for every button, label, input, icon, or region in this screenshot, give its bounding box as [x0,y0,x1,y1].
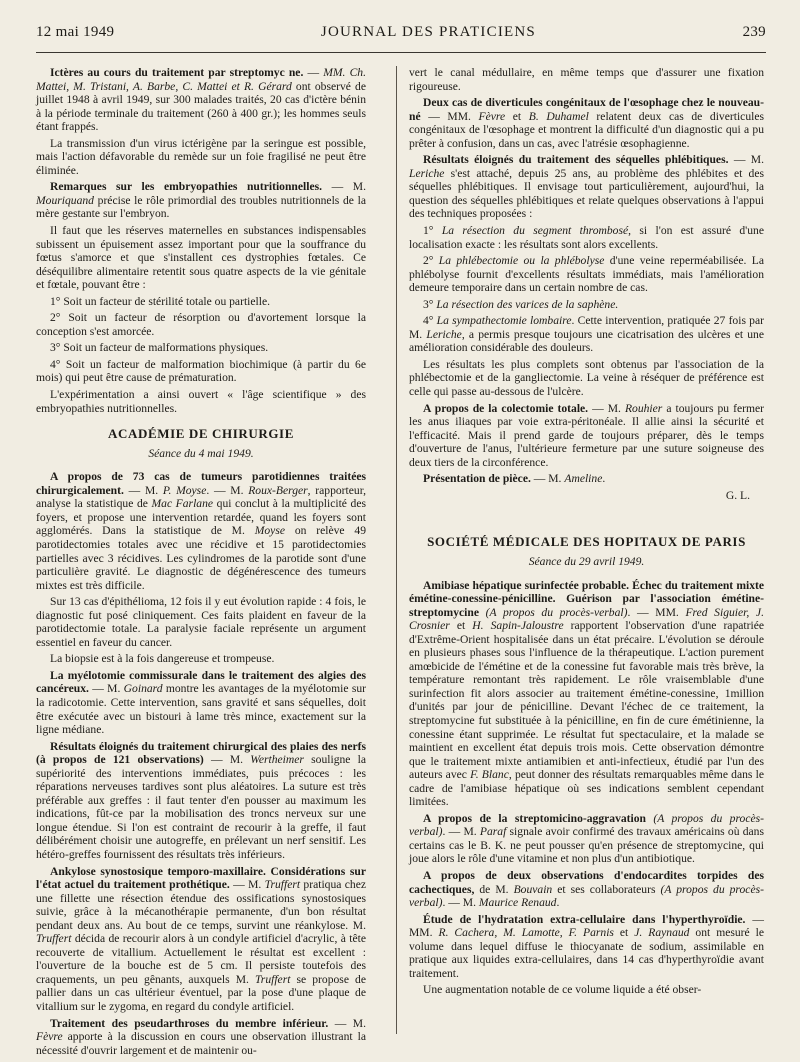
article-title: Ankylose synostosique temporo-maxillaire. Considérations sur l'état actuel du traitement prothétique. [36,864,366,892]
article-text: , rapporteur, analyse la statistique de [36,483,366,511]
author: Paraf [479,825,507,839]
dash: — [88,682,108,696]
article-title: A propos de deux observations d'endocardites torpides des cachectiques, [409,868,764,896]
header-date: 12 mai 1949 [36,24,115,40]
article-text: et ses collaborateurs [552,882,661,896]
article-icteres [36,66,366,134]
article-embryopathies [36,180,366,221]
list-item: 4° Soit un facteur de malformation biochimique (à partir du 6e mois) qui peut être cause de prématuration. [36,357,366,385]
author: Fèvre [478,109,506,123]
list-number: 2° [423,254,439,268]
page-header [36,24,766,50]
dash: — [303,66,324,79]
list-item [409,224,764,251]
article-text: , peut donner des résultats remarquables même dans le cadre de l'amibiase hépatique où ses indications semblent cependant limitées. [409,768,764,809]
dash: — [203,753,230,767]
article-colectomie [409,402,764,470]
lead: M. [144,483,163,497]
author: Leriche [409,166,445,180]
list-text: , a permis presque toujours une cicatrisation des ulcères et une amélioration considérable des douleurs. [409,327,764,355]
signature: G. L. [725,488,750,502]
dash: — M. [588,401,625,415]
lead: M. [248,878,265,892]
author: F. Blanc [470,768,509,782]
article-myelotomie [36,669,366,737]
article-text: précise le rôle primordial des troubles nutritionnels de la mère gestante sur l'embryon. [36,193,366,221]
section-heading-academie: ACADÉMIE DE CHIRURGIE [108,426,294,442]
article-title: Résultats éloignés du traitement chirurgical des plaies des nerfs (à propos de 121 observations) [36,739,366,767]
article-presentation-piece [409,472,764,486]
lead: de M. [474,882,514,896]
article-hydratation [409,913,764,981]
article-plaies-nerfs [36,740,366,862]
author: Mouriquand [36,193,94,207]
list-text: . Cette intervention, pratiquée 27 fois par M. [409,314,764,341]
article-text: pratiqua chez une fillette une résection étendue des ossifications synostosiques suivie, grâce à la mécanothérapie permanente, d'un bon résultat pendant deux ans. Au bout de ce temps, survint une réankylose. M. [36,878,366,932]
dash: — M. [530,472,565,486]
article-text: se propose de pallier dans un cas ultérieur éventuel, par la pose d'une plaque de vitallium sur le zygoma, en regard du condyle artificiel. [36,972,366,1013]
dash: — MM. [420,109,479,123]
list-item [409,254,764,295]
list-number: 1° [423,224,442,238]
article-text: a toujours pu fermer les anus iliaques par voie extra-péritonéale. Il allie ainsi la sécurité et l'efficacité. Mais il prend garde de toujours préparer, dès le temps d'ouverture de l'anus, l'ultérieure fermeture par une suture soigneuse des deux tiers de la circonférence. [409,401,765,469]
dash: . — M. [206,483,249,497]
list-emphasis: La phlébectomie ou la phlébolyse [438,254,605,268]
author: Goinard [123,682,163,696]
header-page-number: 239 [742,24,766,40]
article-title: A propos de 73 cas de tumeurs parotidiennes traitées chirurgicalement. [36,470,366,497]
seance-date: Séance du 4 mai 1949. [148,446,254,460]
article-text: rapportent l'observation d'une rapatriée d'Extrême-Orient hospitalisée dans un état précaire. L'évolution se déroule en plusieurs phases sous l'influence de la thérapeutique. L'action purement amœbicide de l'émétine et de la conessine fut favorable mais très brève, la température remontant très rapidement. Le rôle vraisemblable d'une surinfection fit alors associer au traitement émétine-conessine, 1million d'unités par jour de pénicilline. Devant l'échec de ce traitement, la streptomycine fut substituée à la pénicilline, en fin de cure émétinienne, la conessine étant supprimée. Le résultat fut spectaculaire, et la malade se maintient en excellent état depuis trois mois. Cette observation démontre que le traitement mixte antiamibien et anti-infectieux, étudié par l'un des auteurs avec [409,619,764,782]
article-sequelles-phlebitiques [409,153,764,221]
section-spacer [409,505,764,523]
article-title: La myélotomie commissurale dans le traitement des algies des cancéreux. [36,668,366,696]
conjunction: et [613,926,635,940]
punctuation: . [556,896,560,910]
dash: . — MM. [627,605,686,619]
list-text: d'une veine reperméabilisée. La phlébolyse fournit d'excellents résultats immédiats, mais l'amélioration demeure temporaire dans un certain nombre de cas. [409,254,764,295]
article-title: A propos de la colectomie totale. [423,401,589,415]
article-text: montre les avantages de la myélotomie sur la radicotomie. Cette intervention, sans gravité et sans séquelles, doit être exécutée avec un bistouri à lame très mince, exactement sur la ligne médiane. [36,682,367,737]
column-divider [396,66,397,1034]
lead: M. [107,682,124,696]
seance-date: Séance du 29 avril 1949. [528,554,645,568]
author: Ameline [564,472,603,486]
article-title: Traitement des pseudarthroses du membre inférieur. [50,1016,329,1030]
list-item: 1° Soit un facteur de stérilité totale ou partielle. [50,294,271,308]
dash: . — M. [442,896,479,910]
author: B. Duhamel [528,109,589,123]
article-streptomicino [409,812,764,866]
dash: — MM. [409,912,764,940]
paragraph: L'expérimentation a ainsi ouvert « l'âge scientifique » des embryopathies nutritionnelles. [36,388,366,415]
article-tumeurs-parotidiennes [36,470,366,592]
conjunction: et [449,619,473,633]
lead: M. [352,180,366,194]
list-emphasis: La résection du segment thrombosé [441,224,629,238]
paragraph: vert le canal médullaire, en même temps que d'assurer une fixation rigoureuse. [409,66,764,93]
list-item [409,314,764,355]
list-number: 3° [423,297,437,311]
dash: — [322,180,353,194]
article-endocardites [409,869,764,910]
dash: — M. [728,153,764,167]
article-diverticules [409,96,764,150]
author: Wertheimer [250,753,304,767]
paragraph: La biopsie est à la fois dangereuse et trompeuse. [50,652,275,666]
paragraph: Les résultats les plus complets sont obtenus par l'association de la phlébectomie et de la gangliectomie. La veine à réséquer de préférence est celle qui passe au-dessous de l'ulcère. [409,357,764,399]
author: Truffert [255,972,291,986]
reference: (A propos du procès-verbal) [409,811,764,839]
author: Fred Siguier, J. Crosnier [409,605,764,633]
header-rule [36,52,766,53]
author: Maurice Renaud [478,896,557,910]
paragraph: Sur 13 cas d'épithélioma, 12 fois il y eut évolution rapide : 4 fois, le diagnostic fut posé cliniquement. Ces faits plaident en faveur de la parotidectomie totale. La paralysie faciale représente un argument essentiel en faveur du cancer. [36,595,366,649]
article-title: Remarques sur les embryopathies nutritionnelles. [50,180,323,194]
paragraph: Une augmentation notable de ce volume liquide a été obser- [423,983,702,997]
dash: — [123,483,145,497]
article-ankylose [36,865,366,1014]
article-amibiase [409,579,764,809]
author: Truffert [264,878,301,892]
paragraph: La transmission d'un virus ictérigène par la seringue est possible, mais l'action défavorable du remède sur un foie fragilisé ne peut être éliminée. [36,136,366,177]
article-text: décida de recourir alors à un condyle artificiel d'acrylic, à tête recouverte de vitallium. Actuellement le résultat est excellent : l'ouverture de la bouche est de 5 cm. Il persiste toutefois des craquements, un peu gênants, auxquels M. [36,932,366,986]
article-text: souligne la supériorité des interventions immédiates, puis précoces : les réparations nerveuses tardives sont plus aléatoires. La suture est très préférable aux greffes : il faut tenter d'en pousser au maximum les indications, fût-ce par la mobilisation des troncs nerveux sur une longue étendue. Si l'on est contraint de recourir à la greffe, il faut délibérément choisir une autogreffe, en prélevant un nerf sensitif. Les hétéro-greffes fournissent des résultats très inférieurs. [36,753,367,861]
author: Rouhier [624,401,663,415]
reference: (A propos du procès-verbal) [409,882,764,910]
article-text: s'est attaché, depuis 25 ans, au problème des phlébites et des séquelles phlébitiques. Il envisage tout particulièrement, aujourd'hui, la question des séquelles phlébitiques et relate quelques observations à l'appui des techniques proposées : [409,166,764,221]
article-title: Amibiase hépatique surinfectée probable. Échec du traitement mixte émétine-conessine-pénicilline. Guérison par l'association émétine-streptomycine [409,578,764,619]
header-journal-title: JOURNAL DES PRATICIENS [320,24,536,40]
dash: — [229,878,249,892]
list-item: 2° Soit un facteur de résorption ou d'avortement lorsque la conception s'est amorcée. [36,311,366,338]
lead: M. [229,753,251,767]
list-item [409,298,764,312]
article-text: ont mesuré le volume dans lequel diffuse le thiocyanate de sodium, assimilable en pratique aux liquides extra-cellulaires, dans 14 cas d'hyperthyroïdie avant traitement. [409,926,765,980]
conjunction: et [505,109,529,123]
reference: Mac Farlane [151,497,214,511]
article-title: Résultats éloignés du traitement des séquelles phlébitiques. [423,153,729,167]
list-item: 3° Soit un facteur de malformations physiques. [50,341,269,355]
article-title: Deux cas de diverticules congénitaux de l'œsophage chez le nouveau-né [409,96,764,123]
list-number: 4° [423,314,437,328]
article-text: ont observé de juillet 1948 à avril 1949, sur 300 malades traités, 20 cas d'ictère bénin à la période terminale du traitement (260 à 400 gr.); les hommes seuls étant frappés. [36,79,366,134]
article-pseudarthroses [36,1017,366,1058]
right-column [409,66,764,1000]
author: Roux-Berger [248,483,308,497]
author: Fèvre [36,1030,63,1044]
article-title: Étude de l'hydratation extra-cellulaire dans l'hyperthyroïdie. [423,912,746,926]
dash: — M. [328,1016,366,1030]
article-text: relatent deux cas de diverticules congénitaux de l'œsophage et montrent la difficulté d'un diagnostic qui a pu prêter à confusion, dans un cas, avec l'atrésie œsophagienne. [409,109,764,150]
authors: MM. Ch. Mattei, M. Tristani, A. Barbe, C. Mattei et R. Gérard [36,66,366,93]
punctuation: . [602,472,606,486]
article-title: Ictères au cours du traitement par streptomyc ne. [50,66,304,79]
author: P. Moyse [162,483,207,497]
article-text: qui conclut à la multiplicité des foyers, et propose une intervention retardée, quand les foyers sont agglomérés. Dans la statistique de M. [36,497,366,538]
author: Truffert [36,932,72,946]
section-heading-societe-medicale: SOCIÉTÉ MÉDICALE DES HOPITAUX DE PARIS [427,534,746,550]
article-text: apporte à la discussion en cours une observation illustrant la nécessité d'ouvrir largement et de maintenir ou- [36,1030,366,1057]
author: R. Cachera, M. Lamotte, F. Parnis [438,926,614,940]
list-emphasis: La sympathectomie lombaire [436,314,572,328]
author: Bouvain [513,882,553,896]
reference: (A propos du procès-verbal) [478,605,628,619]
author: J. Raynaud [634,926,690,940]
author: H. Sapin-Jaloustre [472,619,564,633]
article-text: on relève 49 parotidectomies totales avec une récidive et 15 parotidectomies partielles avec 3 récidives. Les cylindromes de la parotide sont d'une particulière gravité. Le diagnostic de dégénérescence des tumeurs mixtes est très difficile. [36,524,366,592]
article-title: A propos de la streptomicino-aggravation [423,811,646,825]
dash: . — M. [442,825,480,839]
list-text: , si l'on est assuré d'une localisation exacte : les résultats sont alors excellents. [409,224,764,251]
paragraph: Il faut que les réserves maternelles en substances indispensables subissent un épuisement assez important pour que la souffrance du fœtus s'amorce et que s'installent ces dystrophies fœtales. Ce déséquilibre alimentaire retentit sous quatre aspects de la vie génitale et fœtale, pouvant être : [36,224,366,292]
list-emphasis: La résection des varices de la saphène. [436,297,619,311]
author: Leriche [426,327,462,341]
article-title: Présentation de pièce. [423,472,531,486]
article-text: signale avoir confirmé des travaux américains où dans certains cas le B. K. ne peut pousser qu'en présence de streptomycine, qui joue alors le rôle d'une vitamine et non plus d'un antibiotique. [409,825,764,866]
left-column [36,66,366,1060]
author: Moyse [254,524,285,538]
